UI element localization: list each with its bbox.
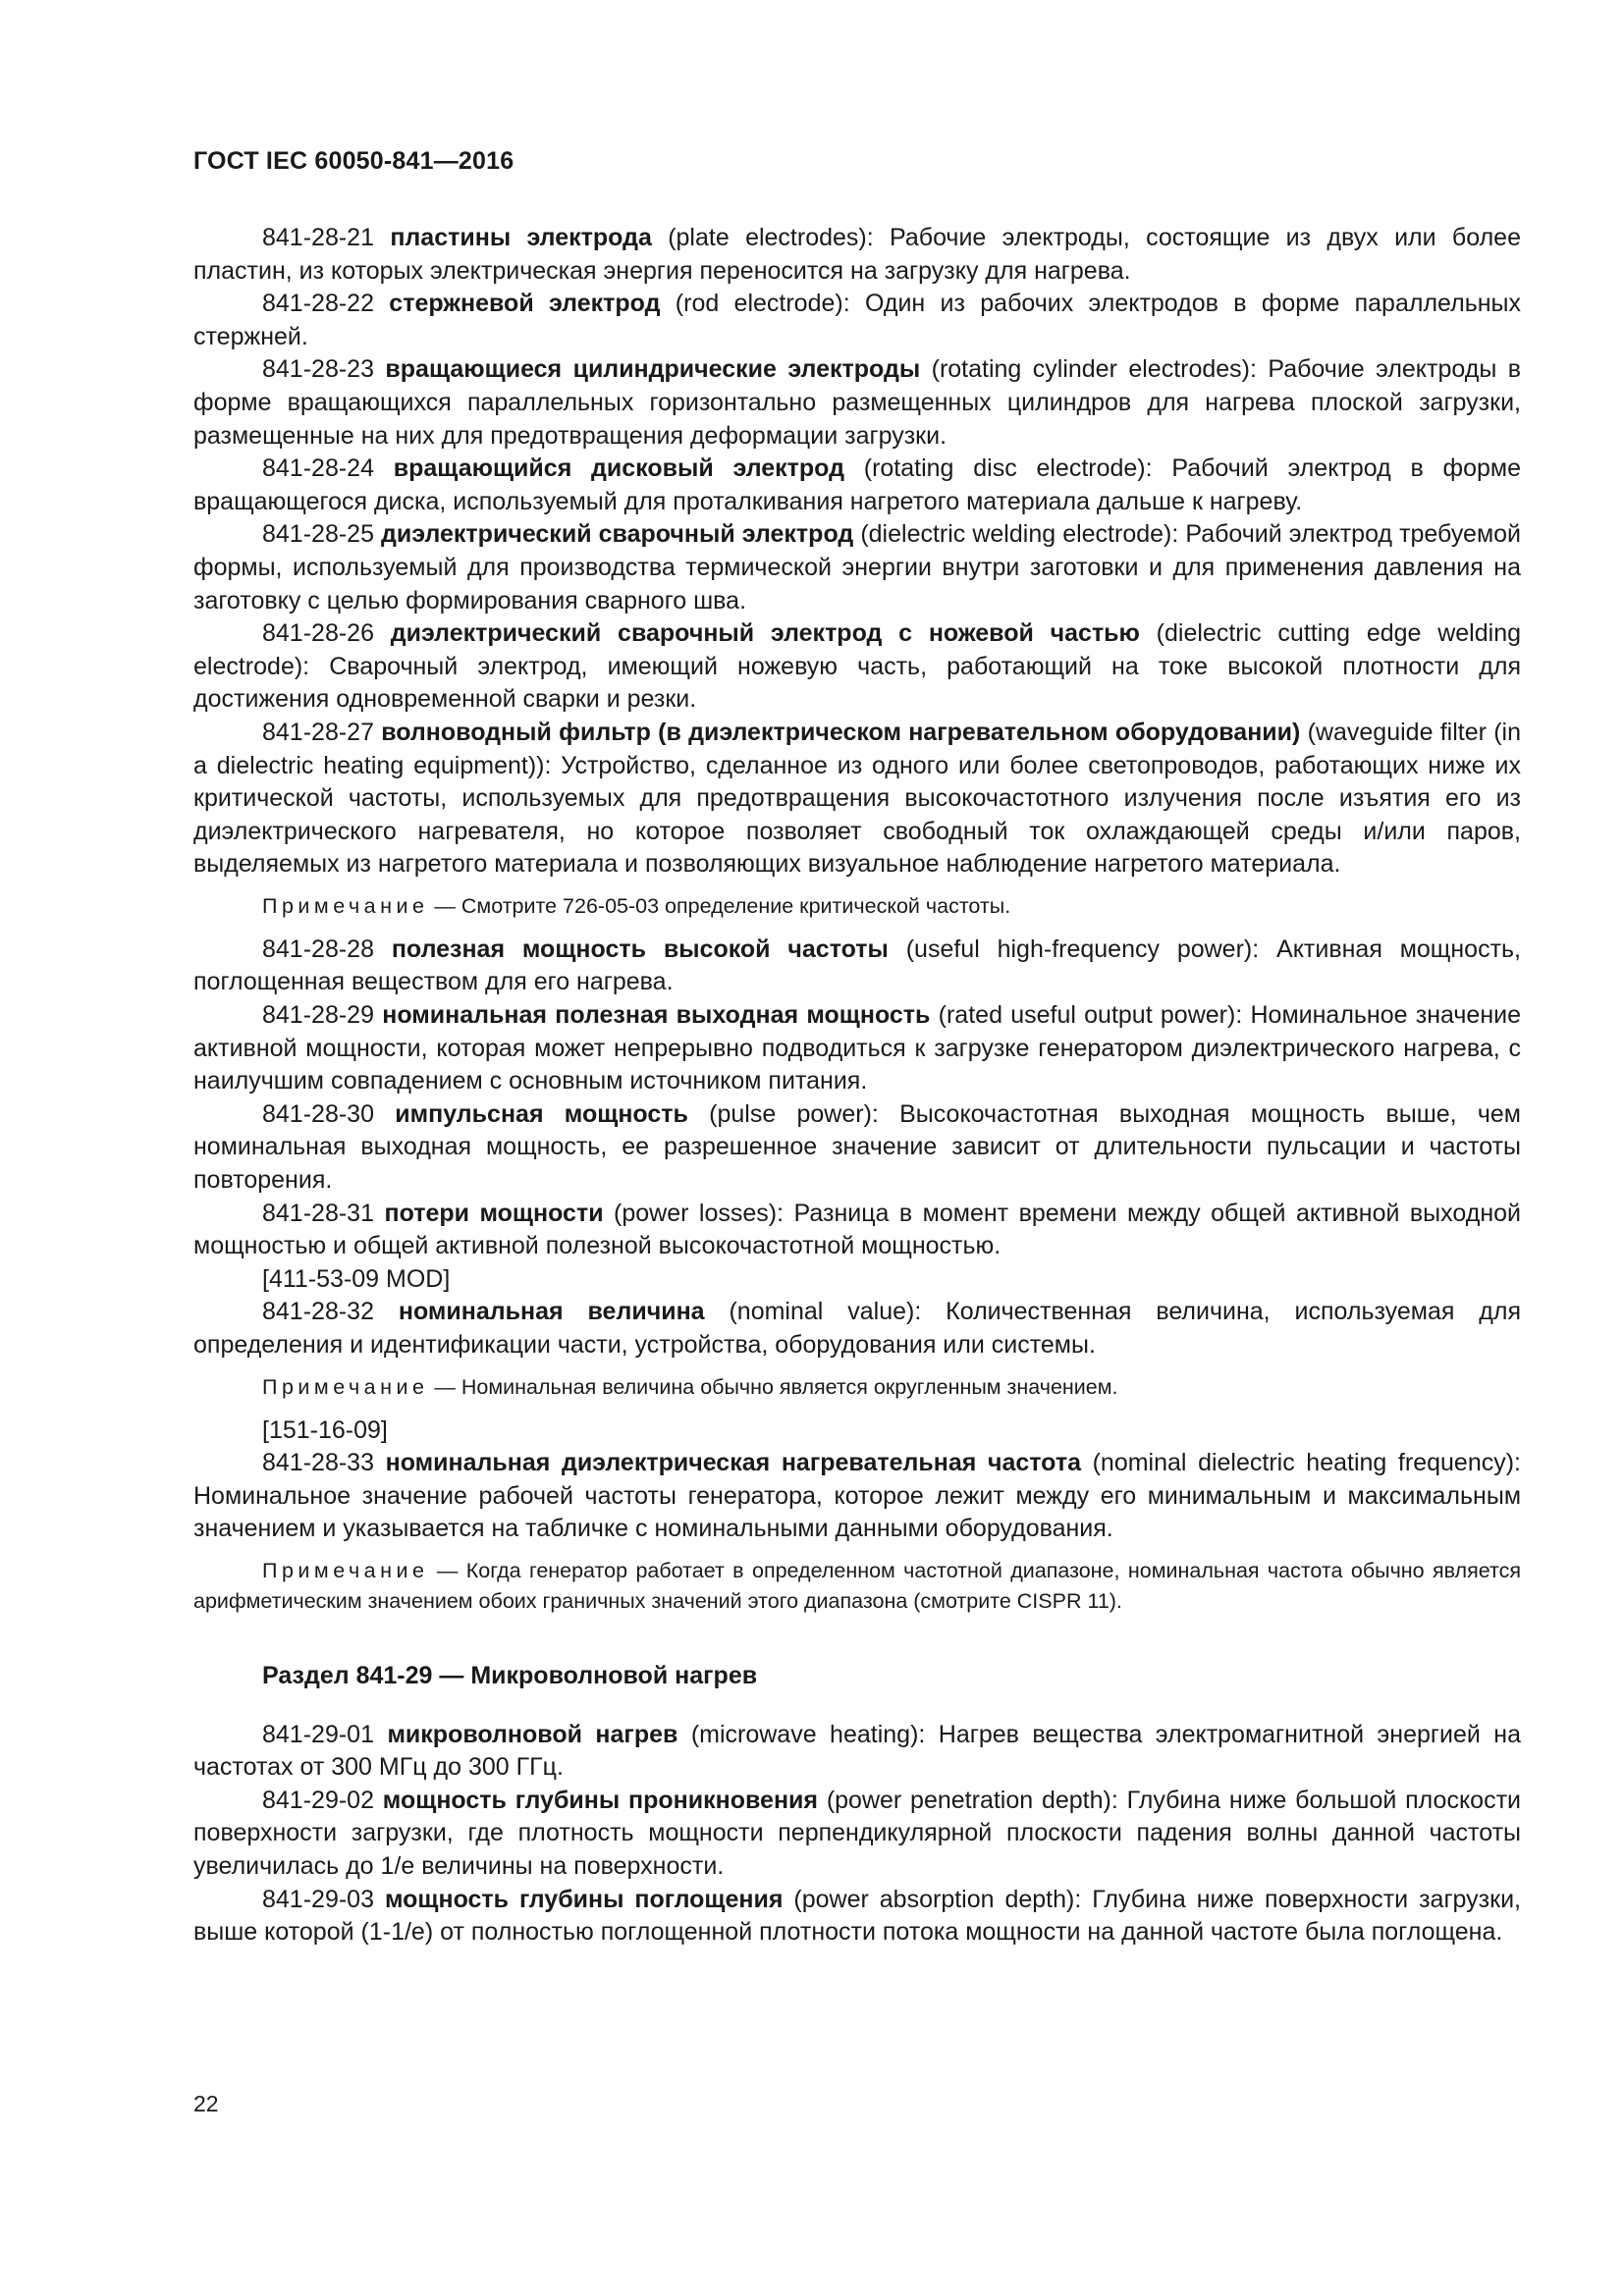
term-entry [193, 288, 1521, 353]
term-entry [193, 717, 1521, 881]
term-name: мощность глубины проникновения [382, 1786, 819, 1814]
note-text: — Когда генератор работает в определенном частотной диапазоне, номинальная частота обычно является арифметическим значением обоих граничных значений этого диапазона (смотрите CISPR 11). [193, 1558, 1521, 1613]
term-name: пластины электрода [390, 224, 652, 251]
note-label: Примечание [262, 1558, 429, 1582]
term-definition: (plate electrodes): Рабочие электроды, состоящие из двух или более пластин, из которых электрическая энергия переносится на загрузку для нагрева. [193, 224, 1521, 285]
term-definition: (nominal dielectric heating frequency): Номинальное значение рабочей частоты генератора, которое лежит между его минимальным и максимальным значением и указывается на табличке с номинальными данными оборудования. [193, 1449, 1521, 1543]
note-label: Примечание [262, 1374, 429, 1399]
term-name: волноводный фильтр (в диэлектрическом нагревательном оборудовании) [381, 718, 1301, 746]
note-label: Примечание [262, 893, 429, 918]
term-entry [193, 1785, 1521, 1884]
term-entry [193, 617, 1521, 717]
term-code: 841-29-03 [262, 1885, 374, 1913]
note [193, 1372, 1521, 1403]
note [193, 1556, 1521, 1617]
term-name: номинальная величина [398, 1298, 705, 1326]
term-name: диэлектрический сварочный электрод [381, 520, 854, 549]
term-entry [193, 1296, 1521, 1362]
term-definition: (power losses): Разница в момент времени между общей активной выходной мощностью и общей активной полезной высокочастотной мощностью. [193, 1199, 1521, 1260]
note [193, 891, 1521, 922]
page-number: 22 [193, 2091, 219, 2116]
term-name: потери мощности [384, 1199, 604, 1227]
term-code: 841-28-27 [262, 718, 374, 746]
note-text: — Номинальная величина обычно является округленным значением. [428, 1374, 1118, 1399]
term-name: вращающиеся цилиндрические электроды [385, 355, 921, 384]
term-entry [193, 1719, 1521, 1785]
term-code: 841-28-25 [262, 520, 374, 549]
term-code: 841-28-33 [262, 1449, 374, 1477]
document-body [193, 222, 1521, 1949]
term-entry [193, 222, 1521, 288]
term-definition: (rod electrode): Один из рабочих электродов в форме параллельных стержней. [193, 290, 1521, 350]
term-code: 841-29-01 [262, 1720, 374, 1748]
term-definition: (power absorption depth): Глубина ниже поверхности загрузки, выше которой (1-1/e) от полностью поглощенной плотности потока мощности на данной частоте была поглощена. [193, 1885, 1521, 1947]
term-code: 841-28-26 [262, 619, 374, 648]
term-definition: (rotating cylinder electrodes): Рабочие электроды в форме вращающихся параллельных горизонтально размещенных цилиндров для нагрева плоской загрузки, размещенные на них для предотвращения деформации загрузки. [193, 355, 1521, 450]
term-code: 841-28-24 [262, 454, 374, 483]
term-code: 841-28-29 [262, 1001, 374, 1030]
term-name: полезная мощность высокой частоты [391, 934, 889, 963]
term-definition: (rotating disc electrode): Рабочий электрод в форме вращающегося диска, используемый для проталкивания нагретого материала дальше к нагреву. [193, 454, 1521, 515]
term-code: 841-29-02 [262, 1786, 374, 1814]
term-definition: (power penetration depth): Глубина ниже большой плоскости поверхности загрузки, где плотность мощности перпендикулярной плоскости падения волны данной частоты увеличилась до 1/e величины на поверхности. [193, 1786, 1521, 1880]
term-name: вращающийся дисковый электрод [393, 454, 844, 483]
term-definition: (dielectric cutting edge welding electrode): Сварочный электрод, имеющий ножевую часть, работающий на токе высокой плотности для достижения одновременной сварки и резки. [193, 619, 1521, 714]
term-code: 841-28-31 [262, 1199, 374, 1227]
term-definition: (pulse power): Высокочастотная выходная мощность выше, чем номинальная выходная мощность, ее разрешенное значение зависит от длительности пульсации и частоты повторения. [193, 1099, 1521, 1195]
term-definition: (rated useful output power): Номинальное значение активной мощности, которая может непрерывно подводиться к загрузке генератором диэлектрического нагрева, с наилучшим совпадением с основным источником питания. [193, 1001, 1522, 1095]
term-name: микроволновой нагрев [387, 1720, 678, 1748]
term-name: диэлектрический сварочный электрод с ножевой частью [390, 619, 1140, 648]
term-entry [193, 1447, 1521, 1546]
term-code: 841-28-28 [262, 934, 374, 963]
source-reference: [411-53-09 MOD] [262, 1264, 451, 1293]
term-entry [193, 453, 1521, 518]
term-name: номинальная полезная выходная мощность [382, 1001, 931, 1030]
source-reference: [151-16-09] [262, 1415, 388, 1444]
term-code: 841-28-22 [262, 290, 374, 318]
term-entry [193, 934, 1521, 999]
term-entry [193, 1098, 1521, 1198]
term-entry [193, 353, 1521, 453]
term-name: импульсная мощность [395, 1099, 688, 1128]
term-code: 841-28-32 [262, 1298, 374, 1326]
term-definition: (microwave heating): Нагрев вещества электромагнитной энергией на частотах от 300 МГц до 300 ГГц. [193, 1720, 1521, 1782]
term-definition: (waveguide filter (in a dielectric heating equipment)): Устройство, сделанное из одного или более светопроводов, работающих ниже их критической частоты, используемых для предотвращения высокочастотного излучения после изъятия его из диэлектрического нагревателя, но которое позволяет свободный ток охлаждающей среды и/или паров, выделяемых из нагретого материала и позволяющих визуальное наблюдение нагретого материала. [193, 718, 1521, 879]
note-text: — Смотрите 726-05-03 определение критической частоты. [428, 893, 1011, 918]
term-definition: (dielectric welding electrode): Рабочий электрод требуемой формы, используемый для производства термической энергии внутри заготовки и для применения давления на заготовку с целью формирования сварного шва. [193, 520, 1521, 614]
term-entry [193, 1884, 1521, 1949]
term-name: мощность глубины поглощения [384, 1885, 784, 1913]
section-heading: Раздел 841-29 — Микроволновой нагрев [262, 1661, 758, 1689]
term-entry [193, 999, 1521, 1098]
term-definition: (useful high-frequency power): Активная мощность, поглощенная веществом для его нагрева. [193, 934, 1521, 996]
term-name: номинальная диэлектрическая нагревательная частота [385, 1449, 1081, 1477]
term-entry [193, 1198, 1521, 1263]
term-entry [193, 518, 1521, 617]
term-code: 841-28-23 [262, 355, 374, 384]
term-name: стержневой электрод [389, 290, 661, 318]
term-code: 841-28-21 [262, 224, 374, 251]
term-definition: (nominal value): Количественная величина, используемая для определения и идентификации части, устройства, оборудования или системы. [193, 1298, 1521, 1359]
standard-header: ГОСТ IEC 60050-841—2016 [193, 147, 514, 175]
term-code: 841-28-30 [262, 1099, 374, 1128]
